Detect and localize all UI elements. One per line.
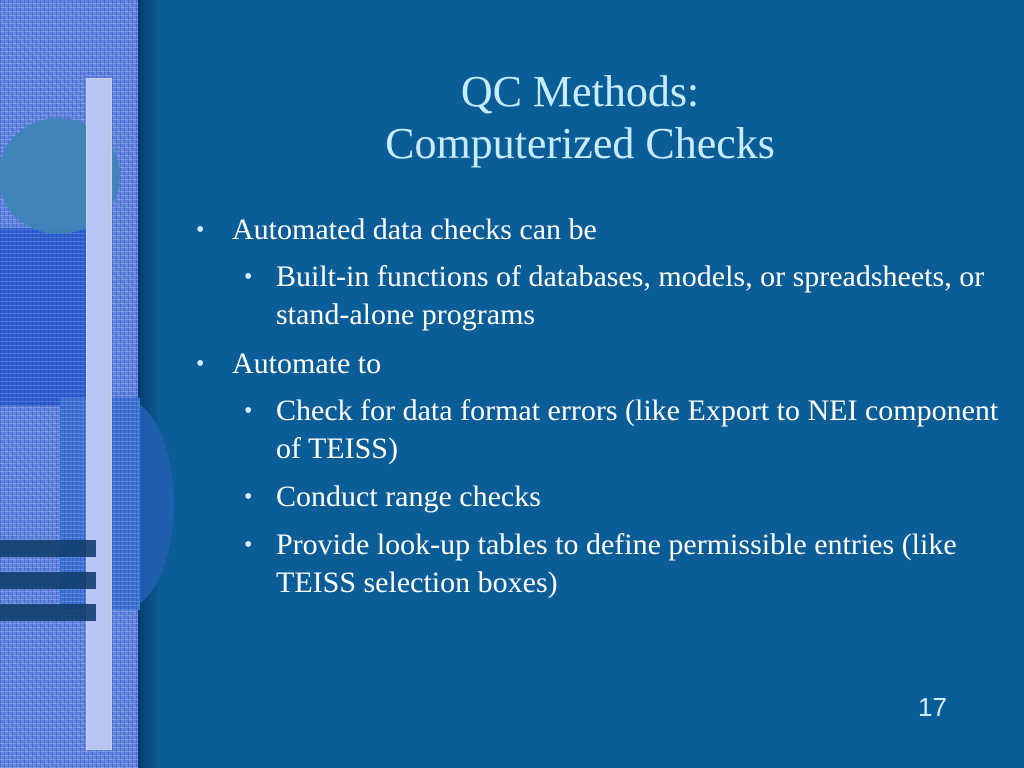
slide-title xyxy=(200,66,960,170)
sub-bullet-item xyxy=(186,478,1006,516)
bullet-dot-icon: • xyxy=(244,264,253,290)
sub-bullet-text: Built-in functions of databases, models, or spreadsheets, or stand-alone programs xyxy=(276,260,985,331)
sub-bullet-item xyxy=(186,526,1006,602)
bullet-dot-icon: • xyxy=(244,532,253,558)
bullet-dot-icon: • xyxy=(196,351,205,377)
sub-bullet-text: Conduct range checks xyxy=(276,480,541,513)
bullet-text: Automated data checks can be xyxy=(232,213,597,246)
band-shadow xyxy=(138,0,160,768)
sub-bullet-text: Provide look-up tables to define permissible entries (like TEISS selection boxes) xyxy=(276,528,957,599)
decorative-stripe xyxy=(0,604,96,621)
sub-bullet-text: Check for data format errors (like Export to NEI component of TEISS) xyxy=(276,394,999,465)
title-line-2: Computerized Checks xyxy=(385,119,775,168)
bullet-text: Automate to xyxy=(232,347,382,380)
decorative-stripe xyxy=(0,540,96,557)
title-line-1: QC Methods: xyxy=(460,67,700,116)
page-number: 17 xyxy=(918,692,947,722)
decorative-stripe xyxy=(0,572,96,589)
decorative-vertical-bar xyxy=(86,78,112,750)
bullet-dot-icon: • xyxy=(244,484,253,510)
decorative-square xyxy=(0,228,86,406)
bullet-dot-icon: • xyxy=(196,217,205,243)
bullet-item xyxy=(186,346,1006,382)
bullet-dot-icon: • xyxy=(244,398,253,424)
bullet-list xyxy=(186,212,1006,602)
sub-bullet-item xyxy=(186,258,1006,334)
bullet-item xyxy=(186,212,1006,248)
sub-bullet-item xyxy=(186,392,1006,468)
